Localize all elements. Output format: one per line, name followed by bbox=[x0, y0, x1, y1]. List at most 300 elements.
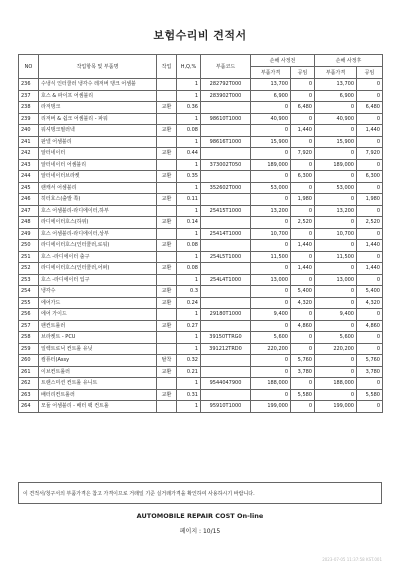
cell-name: 에어 가이드 bbox=[39, 309, 157, 321]
cell-no: 245 bbox=[19, 182, 39, 194]
cell-no: 261 bbox=[19, 366, 39, 378]
table-row bbox=[19, 389, 383, 401]
cell-l2: 4,860 bbox=[357, 320, 383, 332]
cell-p1: 0 bbox=[251, 389, 291, 401]
cell-work bbox=[157, 90, 177, 102]
cell-hq: 1 bbox=[177, 228, 201, 240]
cell-p2: 189,000 bbox=[315, 159, 357, 171]
cell-code bbox=[201, 217, 251, 229]
cell-p1: 220,200 bbox=[251, 343, 291, 355]
cell-p1: 13,200 bbox=[251, 205, 291, 217]
cell-l1: 0 bbox=[291, 332, 315, 344]
table-row bbox=[19, 355, 383, 367]
estimate-rows bbox=[19, 79, 383, 413]
cell-work: 교환 bbox=[157, 286, 177, 298]
cell-no: 244 bbox=[19, 171, 39, 183]
cell-hq: 0.08 bbox=[177, 240, 201, 252]
header-hq: H,Q,% bbox=[177, 55, 201, 79]
cell-hq: 0.24 bbox=[177, 297, 201, 309]
cell-code bbox=[201, 320, 251, 332]
header-before-labor: 공임 bbox=[291, 67, 315, 79]
cell-p2: 13,200 bbox=[315, 205, 357, 217]
cell-hq: 1 bbox=[177, 182, 201, 194]
footer-brand: AUTOMOBILE REPAIR COST On-line bbox=[136, 512, 264, 520]
cell-name: 워셔탱크필러넥 bbox=[39, 125, 157, 137]
cell-p2: 13,700 bbox=[315, 79, 357, 91]
table-row bbox=[19, 332, 383, 344]
cell-work bbox=[157, 228, 177, 240]
cell-l1: 5,400 bbox=[291, 286, 315, 298]
cell-l1: 0 bbox=[291, 378, 315, 390]
cell-work bbox=[157, 378, 177, 390]
cell-l1: 4,320 bbox=[291, 297, 315, 309]
cell-l2: 1,440 bbox=[357, 125, 383, 137]
table-row bbox=[19, 228, 383, 240]
cell-code: 391212TRD0 bbox=[201, 343, 251, 355]
cell-code: 98610T1000 bbox=[201, 113, 251, 125]
cell-work: 교환 bbox=[157, 320, 177, 332]
cell-work bbox=[157, 332, 177, 344]
cell-l2: 4,320 bbox=[357, 297, 383, 309]
cell-l2: 2,520 bbox=[357, 217, 383, 229]
cell-name: 라디에이터호스(인터쿨러,어퍼) bbox=[39, 263, 157, 275]
cell-name: 냉각수 bbox=[39, 286, 157, 298]
cell-l2: 0 bbox=[357, 274, 383, 286]
cell-p2: 0 bbox=[315, 148, 357, 160]
cell-no: 257 bbox=[19, 320, 39, 332]
cell-hq: 1 bbox=[177, 251, 201, 263]
cell-no: 236 bbox=[19, 79, 39, 91]
table-row bbox=[19, 79, 383, 91]
cell-l1: 5,580 bbox=[291, 389, 315, 401]
cell-p1: 0 bbox=[251, 240, 291, 252]
cell-no: 264 bbox=[19, 401, 39, 413]
cell-code bbox=[201, 148, 251, 160]
cell-code bbox=[201, 389, 251, 401]
table-row bbox=[19, 136, 383, 148]
cell-p2: 0 bbox=[315, 286, 357, 298]
cell-p1: 0 bbox=[251, 102, 291, 114]
cell-name: 알터네이터 bbox=[39, 148, 157, 160]
cell-code: 29180T1000 bbox=[201, 309, 251, 321]
page-indicator: 페이지 : 10/15 bbox=[179, 528, 221, 535]
cell-no: 262 bbox=[19, 378, 39, 390]
cell-p1: 199,000 bbox=[251, 401, 291, 413]
cell-no: 258 bbox=[19, 332, 39, 344]
cell-work bbox=[157, 205, 177, 217]
cell-p2: 0 bbox=[315, 102, 357, 114]
cell-p1: 0 bbox=[251, 286, 291, 298]
cell-l2: 0 bbox=[357, 136, 383, 148]
cell-l2: 0 bbox=[357, 251, 383, 263]
cell-no: 259 bbox=[19, 343, 39, 355]
cell-p1: 0 bbox=[251, 297, 291, 309]
cell-no: 239 bbox=[19, 113, 39, 125]
cell-work bbox=[157, 309, 177, 321]
cell-no: 256 bbox=[19, 309, 39, 321]
cell-l1: 1,440 bbox=[291, 263, 315, 275]
cell-hq: 1 bbox=[177, 205, 201, 217]
table-row bbox=[19, 286, 383, 298]
cell-hq: 1 bbox=[177, 113, 201, 125]
cell-no: 251 bbox=[19, 251, 39, 263]
cell-work bbox=[157, 113, 177, 125]
cell-l1: 0 bbox=[291, 309, 315, 321]
cell-p2: 6,900 bbox=[315, 90, 357, 102]
cell-name: 랜캐서 어셈블리 bbox=[39, 182, 157, 194]
cell-l2: 0 bbox=[357, 401, 383, 413]
cell-p2: 199,000 bbox=[315, 401, 357, 413]
cell-code: 95910T1000 bbox=[201, 401, 251, 413]
cell-name: 알터네이터 어셈블리 bbox=[39, 159, 157, 171]
cell-work: 교환 bbox=[157, 171, 177, 183]
cell-work: 교환 bbox=[157, 366, 177, 378]
cell-p2: 13,000 bbox=[315, 274, 357, 286]
cell-hq: 0.31 bbox=[177, 389, 201, 401]
cell-name: 라디에이터호스(인터쿨러,로워) bbox=[39, 240, 157, 252]
cell-code: 254L4T1000 bbox=[201, 274, 251, 286]
cell-hq: 1 bbox=[177, 274, 201, 286]
cell-work bbox=[157, 343, 177, 355]
cell-p1: 53,000 bbox=[251, 182, 291, 194]
table-row bbox=[19, 378, 383, 390]
cell-work: 탈착 bbox=[157, 355, 177, 367]
cell-hq: 1 bbox=[177, 136, 201, 148]
cell-l2: 0 bbox=[357, 90, 383, 102]
cell-no: 253 bbox=[19, 274, 39, 286]
cell-code: 98616T1000 bbox=[201, 136, 251, 148]
cell-name: 이브컨트롤러 bbox=[39, 366, 157, 378]
cell-l1: 0 bbox=[291, 205, 315, 217]
cell-p2: 0 bbox=[315, 355, 357, 367]
cell-l1: 7,920 bbox=[291, 148, 315, 160]
cell-l2: 0 bbox=[357, 113, 383, 125]
cell-p2: 0 bbox=[315, 240, 357, 252]
header-after-part-price: 부품가격 bbox=[315, 67, 357, 79]
cell-l1: 0 bbox=[291, 401, 315, 413]
page-title: 보험수리비 견적서 bbox=[153, 29, 247, 42]
table-row bbox=[19, 366, 383, 378]
cell-no: 247 bbox=[19, 205, 39, 217]
cell-name: 에어가드 bbox=[39, 297, 157, 309]
table-row bbox=[19, 401, 383, 413]
cell-name: 브라켓트 - PCU bbox=[39, 332, 157, 344]
cell-p1: 0 bbox=[251, 194, 291, 206]
cell-no: 248 bbox=[19, 217, 39, 229]
cell-p1: 9,400 bbox=[251, 309, 291, 321]
cell-name: 수냉식 인터쿨러 냉각수 레저버 탱크 어셈블 bbox=[39, 79, 157, 91]
cell-l2: 5,760 bbox=[357, 355, 383, 367]
cell-l2: 1,440 bbox=[357, 263, 383, 275]
cell-p1: 11,500 bbox=[251, 251, 291, 263]
cell-l1: 1,440 bbox=[291, 125, 315, 137]
table-row bbox=[19, 159, 383, 171]
cell-p1: 13,000 bbox=[251, 274, 291, 286]
cell-hq: 0.36 bbox=[177, 102, 201, 114]
cell-l1: 0 bbox=[291, 251, 315, 263]
cell-hq: 1 bbox=[177, 378, 201, 390]
cell-l2: 3,780 bbox=[357, 366, 383, 378]
cell-name: 트랜스미션 컨트롤 유니트 bbox=[39, 378, 157, 390]
cell-l2: 0 bbox=[357, 182, 383, 194]
cell-name: 호스 & 파이프 어셈블리 bbox=[39, 90, 157, 102]
cell-l1: 0 bbox=[291, 182, 315, 194]
cell-l1: 0 bbox=[291, 113, 315, 125]
cell-no: 241 bbox=[19, 136, 39, 148]
cell-l1: 0 bbox=[291, 274, 315, 286]
cell-p2: 10,700 bbox=[315, 228, 357, 240]
cell-hq: 0.11 bbox=[177, 194, 201, 206]
cell-no: 237 bbox=[19, 90, 39, 102]
cell-p2: 9,400 bbox=[315, 309, 357, 321]
cell-code bbox=[201, 366, 251, 378]
cell-name: 리저버 & 쉽크 어셈블리 - 파워 bbox=[39, 113, 157, 125]
estimate-table bbox=[18, 54, 383, 413]
cell-l2: 1,440 bbox=[357, 240, 383, 252]
cell-work bbox=[157, 136, 177, 148]
table-row bbox=[19, 182, 383, 194]
cell-name: 호스 어셈블리-라디에이터,하부 bbox=[39, 205, 157, 217]
header-before: 손해 사정전 bbox=[251, 55, 315, 67]
header-code: 부품코드 bbox=[201, 55, 251, 79]
cell-p2: 53,000 bbox=[315, 182, 357, 194]
cell-name: 호스 어셈블리-라디에이터,상부 bbox=[39, 228, 157, 240]
cell-hq: 0.08 bbox=[177, 125, 201, 137]
cell-hq: 0.08 bbox=[177, 263, 201, 275]
cell-no: 252 bbox=[19, 263, 39, 275]
cell-code: 282792T000 bbox=[201, 79, 251, 91]
cell-work: 교환 bbox=[157, 297, 177, 309]
cell-p1: 0 bbox=[251, 355, 291, 367]
cell-code bbox=[201, 297, 251, 309]
cell-p1: 0 bbox=[251, 263, 291, 275]
cell-l2: 0 bbox=[357, 205, 383, 217]
cell-work: 교환 bbox=[157, 389, 177, 401]
cell-p1: 0 bbox=[251, 366, 291, 378]
header-no: NO bbox=[19, 55, 39, 79]
cell-hq: 0.3 bbox=[177, 286, 201, 298]
print-timestamp: 2023-07-05 11:37:58 KST.001 bbox=[322, 557, 382, 562]
table-row bbox=[19, 240, 383, 252]
table-row bbox=[19, 297, 383, 309]
table-row bbox=[19, 343, 383, 355]
cell-no: 263 bbox=[19, 389, 39, 401]
cell-name: 판넬 어셈블리 bbox=[39, 136, 157, 148]
disclaimer-note: 이 견적서/청구서의 부품가격은 참고 가격이므로 거래일 기준 실거래가격을 확인하여 사용하시기 바랍니다. bbox=[18, 482, 382, 504]
cell-no: 250 bbox=[19, 240, 39, 252]
header-before-part-price: 부품가격 bbox=[251, 67, 291, 79]
cell-hq: 1 bbox=[177, 332, 201, 344]
cell-work: 교환 bbox=[157, 240, 177, 252]
cell-no: 254 bbox=[19, 286, 39, 298]
cell-work bbox=[157, 401, 177, 413]
table-row bbox=[19, 274, 383, 286]
cell-name: 라디에이터호스(하위) bbox=[39, 217, 157, 229]
cell-hq: 1 bbox=[177, 401, 201, 413]
header-after-labor: 공임 bbox=[357, 67, 383, 79]
table-row bbox=[19, 309, 383, 321]
cell-hq: 0.21 bbox=[177, 366, 201, 378]
cell-code bbox=[201, 240, 251, 252]
cell-p2: 0 bbox=[315, 217, 357, 229]
cell-p2: 0 bbox=[315, 125, 357, 137]
table-row bbox=[19, 263, 383, 275]
cell-hq: 0.32 bbox=[177, 355, 201, 367]
cell-work: 교환 bbox=[157, 102, 177, 114]
cell-p1: 0 bbox=[251, 125, 291, 137]
table-row bbox=[19, 90, 383, 102]
cell-name: 라저탱크 bbox=[39, 102, 157, 114]
cell-code bbox=[201, 171, 251, 183]
cell-code: 373002T050 bbox=[201, 159, 251, 171]
cell-p2: 11,500 bbox=[315, 251, 357, 263]
cell-l2: 6,480 bbox=[357, 102, 383, 114]
table-row bbox=[19, 102, 383, 114]
cell-l2: 0 bbox=[357, 159, 383, 171]
table-row bbox=[19, 125, 383, 137]
cell-code: 352602T000 bbox=[201, 182, 251, 194]
table-row bbox=[19, 205, 383, 217]
table-row bbox=[19, 171, 383, 183]
table-row bbox=[19, 148, 383, 160]
cell-l1: 3,780 bbox=[291, 366, 315, 378]
cell-p1: 6,900 bbox=[251, 90, 291, 102]
cell-p1: 5,600 bbox=[251, 332, 291, 344]
cell-code: 283902T000 bbox=[201, 90, 251, 102]
cell-hq: 1 bbox=[177, 79, 201, 91]
header-after: 손해 사정후 bbox=[315, 55, 383, 67]
cell-l1: 0 bbox=[291, 159, 315, 171]
table-row bbox=[19, 251, 383, 263]
cell-p2: 0 bbox=[315, 194, 357, 206]
cell-name: 일렉트로닉 컨트롤 유닛 bbox=[39, 343, 157, 355]
cell-name: 히터호스(출발 쪽) bbox=[39, 194, 157, 206]
header-item: 작업항목 및 부품명 bbox=[39, 55, 157, 79]
header-work: 작업 bbox=[157, 55, 177, 79]
cell-no: 255 bbox=[19, 297, 39, 309]
cell-l2: 5,400 bbox=[357, 286, 383, 298]
cell-p2: 220,200 bbox=[315, 343, 357, 355]
cell-p1: 15,900 bbox=[251, 136, 291, 148]
cell-p2: 0 bbox=[315, 171, 357, 183]
cell-code: 254L5T1000 bbox=[201, 251, 251, 263]
cell-p2: 5,600 bbox=[315, 332, 357, 344]
cell-name: 배터리컨트롤러 bbox=[39, 389, 157, 401]
cell-no: 238 bbox=[19, 102, 39, 114]
cell-name: 팬컨트롤러 bbox=[39, 320, 157, 332]
cell-hq: 1 bbox=[177, 159, 201, 171]
cell-hq: 0.27 bbox=[177, 320, 201, 332]
cell-l2: 7,920 bbox=[357, 148, 383, 160]
cell-l1: 0 bbox=[291, 79, 315, 91]
cell-p1: 13,700 bbox=[251, 79, 291, 91]
cell-l2: 0 bbox=[357, 79, 383, 91]
cell-l1: 6,480 bbox=[291, 102, 315, 114]
cell-no: 240 bbox=[19, 125, 39, 137]
cell-l1: 0 bbox=[291, 228, 315, 240]
cell-work: 교환 bbox=[157, 194, 177, 206]
cell-code: 25415T1000 bbox=[201, 205, 251, 217]
cell-code bbox=[201, 263, 251, 275]
cell-code bbox=[201, 194, 251, 206]
cell-code bbox=[201, 102, 251, 114]
cell-l2: 5,580 bbox=[357, 389, 383, 401]
cell-p2: 0 bbox=[315, 297, 357, 309]
cell-code: 25414T1000 bbox=[201, 228, 251, 240]
cell-name: 모듈 어셈블리 - 배터 팩 컨트롤 bbox=[39, 401, 157, 413]
cell-hq: 1 bbox=[177, 309, 201, 321]
table-row bbox=[19, 217, 383, 229]
table-row bbox=[19, 113, 383, 125]
cell-hq: 0.14 bbox=[177, 217, 201, 229]
cell-p2: 188,000 bbox=[315, 378, 357, 390]
cell-p1: 40,900 bbox=[251, 113, 291, 125]
cell-l2: 0 bbox=[357, 309, 383, 321]
cell-p2: 40,900 bbox=[315, 113, 357, 125]
cell-code bbox=[201, 286, 251, 298]
cell-p1: 0 bbox=[251, 320, 291, 332]
cell-work bbox=[157, 159, 177, 171]
cell-work: 교환 bbox=[157, 217, 177, 229]
table-row bbox=[19, 320, 383, 332]
cell-no: 249 bbox=[19, 228, 39, 240]
cell-l1: 0 bbox=[291, 90, 315, 102]
cell-l1: 6,300 bbox=[291, 171, 315, 183]
cell-p2: 0 bbox=[315, 320, 357, 332]
cell-l1: 2,520 bbox=[291, 217, 315, 229]
cell-code: 9544047900 bbox=[201, 378, 251, 390]
cell-p2: 15,900 bbox=[315, 136, 357, 148]
cell-l2: 0 bbox=[357, 332, 383, 344]
cell-hq: 1 bbox=[177, 343, 201, 355]
cell-p1: 0 bbox=[251, 171, 291, 183]
cell-p1: 0 bbox=[251, 148, 291, 160]
cell-no: 260 bbox=[19, 355, 39, 367]
cell-work bbox=[157, 251, 177, 263]
cell-no: 246 bbox=[19, 194, 39, 206]
cell-p2: 0 bbox=[315, 389, 357, 401]
cell-name: 호스 -라디에이터 입구 bbox=[39, 274, 157, 286]
cell-code: 39150TTRG0 bbox=[201, 332, 251, 344]
cell-l1: 4,860 bbox=[291, 320, 315, 332]
cell-work bbox=[157, 274, 177, 286]
cell-l2: 0 bbox=[357, 378, 383, 390]
cell-l2: 0 bbox=[357, 343, 383, 355]
cell-name: 호스 -라디에이터 출구 bbox=[39, 251, 157, 263]
cell-hq: 0.44 bbox=[177, 148, 201, 160]
cell-p2: 0 bbox=[315, 366, 357, 378]
cell-l1: 5,760 bbox=[291, 355, 315, 367]
cell-hq: 0.35 bbox=[177, 171, 201, 183]
cell-l2: 6,300 bbox=[357, 171, 383, 183]
cell-code bbox=[201, 125, 251, 137]
cell-no: 242 bbox=[19, 148, 39, 160]
cell-p2: 0 bbox=[315, 263, 357, 275]
cell-l2: 1,980 bbox=[357, 194, 383, 206]
cell-l1: 0 bbox=[291, 343, 315, 355]
cell-hq: 1 bbox=[177, 90, 201, 102]
cell-code bbox=[201, 355, 251, 367]
cell-name: 컴퓨터(Assy bbox=[39, 355, 157, 367]
cell-p1: 189,000 bbox=[251, 159, 291, 171]
table-row bbox=[19, 194, 383, 206]
cell-work bbox=[157, 79, 177, 91]
cell-l1: 1,980 bbox=[291, 194, 315, 206]
cell-name: 알터네이터브라켓 bbox=[39, 171, 157, 183]
cell-no: 243 bbox=[19, 159, 39, 171]
cell-p1: 0 bbox=[251, 217, 291, 229]
cell-work bbox=[157, 182, 177, 194]
